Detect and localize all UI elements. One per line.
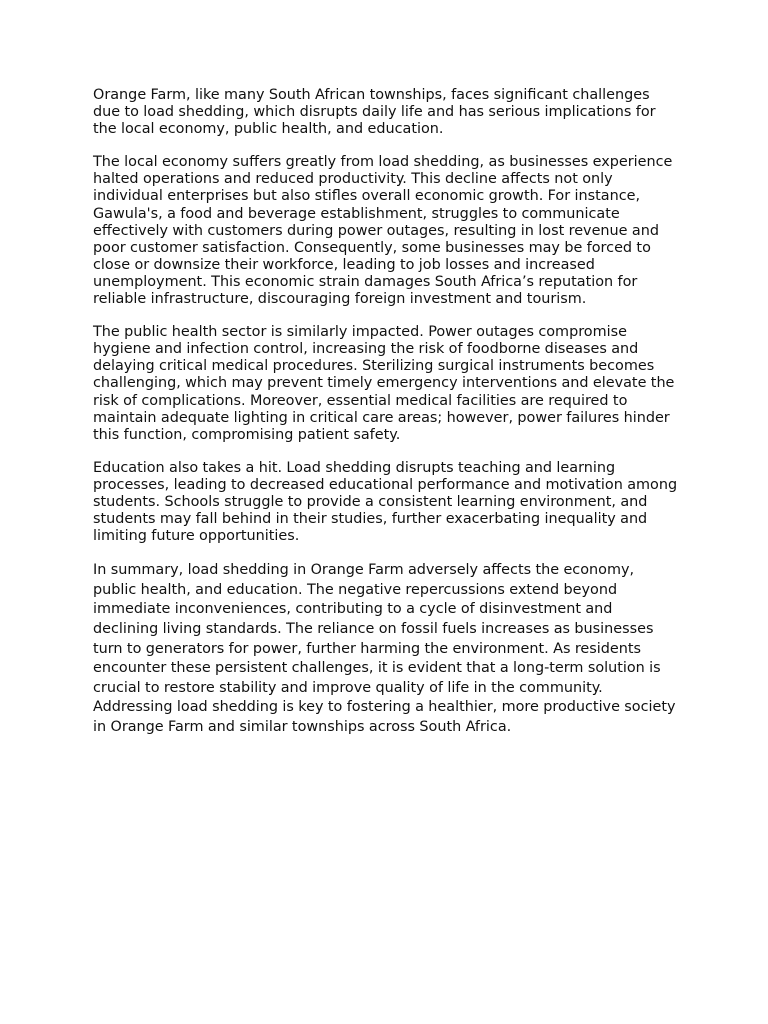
- paragraph-summary: In summary, load shedding in Orange Farm adversely affects the economy, public health, and education. The negative repercussions extend beyond immediate inconveniences, contributing to a cycle of disinvestment and declining living standards. The reliance on fossil fuels increases as businesses turn to generators for power, further harming the environment. As residents encounter these persistent challenges, it is evident that a long-term solution is crucial to restore stability and improve quality of life in the community. Addressing load shedding is key to fostering a healthier, more productive society in Orange Farm and similar townships across South Africa.: [93, 562, 676, 735]
- document-body: [93, 87, 678, 738]
- paragraph-education: Education also takes a hit. Load shedding disrupts teaching and learning processes, leading to decreased educational performance and motivation among students. Schools struggle to provide a consistent learning environment, and students may fall behind in their studies, further exacerbating inequality and limiting future opportunities.: [93, 459, 678, 545]
- paragraph-economy: The local economy suffers greatly from load shedding, as businesses experience halted operations and reduced productivity. This decline affects not only individual enterprises but also stifles overall economic growth. For instance, Gawula's, a food and beverage establishment, struggles to communicate effectively with customers during power outages, resulting in lost revenue and poor customer satisfaction. Consequently, some businesses may be forced to close or downsize their workforce, leading to job losses and increased unemployment. This economic strain damages South Africa’s reputation for reliable infrastructure, discouraging foreign investment and tourism.: [93, 154, 673, 308]
- paragraph-intro: Orange Farm, like many South African townships, faces significant challenges due to load shedding, which disrupts daily life and has serious implications for the local economy, public health, and education.: [93, 87, 656, 138]
- paragraph-public-health: The public health sector is similarly impacted. Power outages compromise hygiene and infection control, increasing the risk of foodborne diseases and delaying critical medical procedures. Sterilizing surgical instruments becomes challenging, which may prevent timely emergency interventions and elevate the risk of complications. Moreover, essential medical facilities are required to maintain adequate lighting in critical care areas; however, power failures hinder this function, compromising patient safety.: [93, 324, 675, 443]
